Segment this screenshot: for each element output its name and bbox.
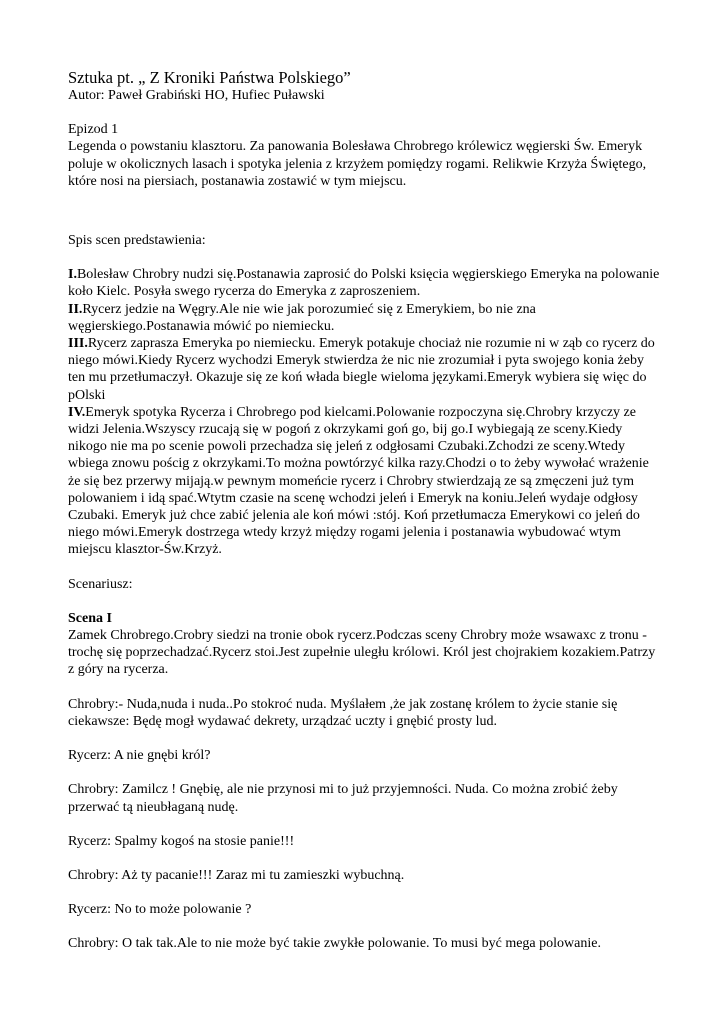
scene-list [68,266,664,558]
scene-summary: Bolesław Chrobry nudzi się.Postanawia zaprosić do Polski księcia węgierskiego Emeryka na polowanie koło Kielc. Posyła swego rycerza do Emeryka z zaproszeniem. [68,267,660,300]
author-line: Autor: Paweł Grabiński HO, Hufiec Puławski [68,88,325,103]
scene-number: IV. [68,404,86,420]
scene-list-heading: Spis scen predstawienia: [68,233,206,249]
scene-number: II. [68,301,83,317]
dialog-line: Chrobry:- Nuda,nuda i nuda..Po stokroć nuda. Myślałem ,że jak zostanę królem to życie stanie się ciekawsze: Będę mogł wydawać dekrety, urządzać uczty i gnębić prosty lud. [68,696,618,729]
scene-number: I. [68,267,77,283]
scene-summary: Emeryk spotyka Rycerza i Chrobrego pod kielcami.Polowanie rozpoczyna się.Chrobry krzyczy ze widzi Jelenia.Wszyscy rzucają się w pogoń z okrzykami goń go, bij go.I wybiegają ze sceny.Kiedy nikogo nie ma po scenie powoli przechadza się jeleń z odgłosami Czubaki.Zchodzi ze sceny.Wtedy wbiega znowu pościg z okrzykami.To można powtórzyć kilka razy.Chodzi o to żeby wywołać wrażenie że się bez przerwy mijają.w pewnym momeńcie rycerz i Chrobry stwierdzają ze są zmęczeni już tym polowaniem i idą spać.Wtytm czasie na scenę wchodzi jeleń i Emeryk na koniu.Jeleń wydaje odgłosy Czubaki. Emeryk już chce zabić jelenia ale koń mówi :stój. Koń przetłumacza Emerykowi co jeleń do niego mówi.Emeryk dostrzega wtedy krzyż między rogami jelenia i postanawia wybudować wtym miejscu klasztor-Św.Krzyż. [68,404,649,558]
script-heading: Scenariusz: [68,576,133,592]
scene-list-item [68,404,664,559]
document-page [68,68,664,970]
dialog-line: Chrobry: Aż ty pacanie!!! Zaraz mi tu zamieszki wybuchną. [68,867,405,883]
dialog-line: Chrobry: O tak tak.Ale to nie może być takie zwykłe polowanie. To musi być mega polowanie. [68,936,601,952]
episode-description: Legenda o powstaniu klasztoru. Za panowania Bolesława Chrobrego królewicz węgierski Św. Emeryk poluje w okolicznych lasach i spotyka jelenia z krzyżem pomiędzy rogami. Relikwie Krzyża Świętego, które nosi na piersiach, postanawia zostawić w tym miejscu. [68,139,647,189]
scene-number: III. [68,336,88,352]
dialog-line: Chrobry: Zamilcz ! Gnębię, ale nie przynosi mi to już przyjemności. Nuda. Co można zrobić żeby przerwać tą nieubłaganą nudę. [68,782,618,815]
dialog-line: Rycerz: Spalmy kogoś na stosie panie!!! [68,833,295,849]
scene-list-item [68,301,664,335]
episode-label: Epizod 1 [68,122,119,138]
scene-summary: Rycerz zaprasza Emeryka po niemiecku. Emeryk potakuje chociaż nie rozumie ni w ząb co rycerz do niego mówi.Kiedy Rycerz wychodzi Emeryk stwierdza że nic nie zrozumiał i pyta swojego konia żeby ten mu przetłumaczył. Okazuje się ze koń włada biegle wieloma językami.Emeryk wybiera się więc do pOlski [68,336,655,403]
dialog-line: Rycerz: No to może polowanie ? [68,902,252,918]
scene-summary: Rycerz jedzie na Węgry.Ale nie wie jak porozumieć się z Emerykiem, bo nie zna węgierskiego.Postanawia mówić po niemiecku. [68,301,536,334]
scene-intro: Zamek Chrobrego.Crobry siedzi na tronie obok rycerz.Podczas sceny Chrobry może wsawaxc z tronu -trochę się poprzechadzać.Rycerz stoi.Jest zupełnie uległu królowi. Król jest chojrakiem kozakiem.Patrzy z góry na rycerza. [68,628,656,678]
play-title: Sztuka pt. „ Z Kroniki Państwa Polskiego” [68,68,351,87]
scene-list-item [68,266,664,300]
dialog-line: Rycerz: A nie gnębi król? [68,748,211,764]
scene-title: Scena I [68,610,112,626]
scene-list-item [68,335,664,404]
